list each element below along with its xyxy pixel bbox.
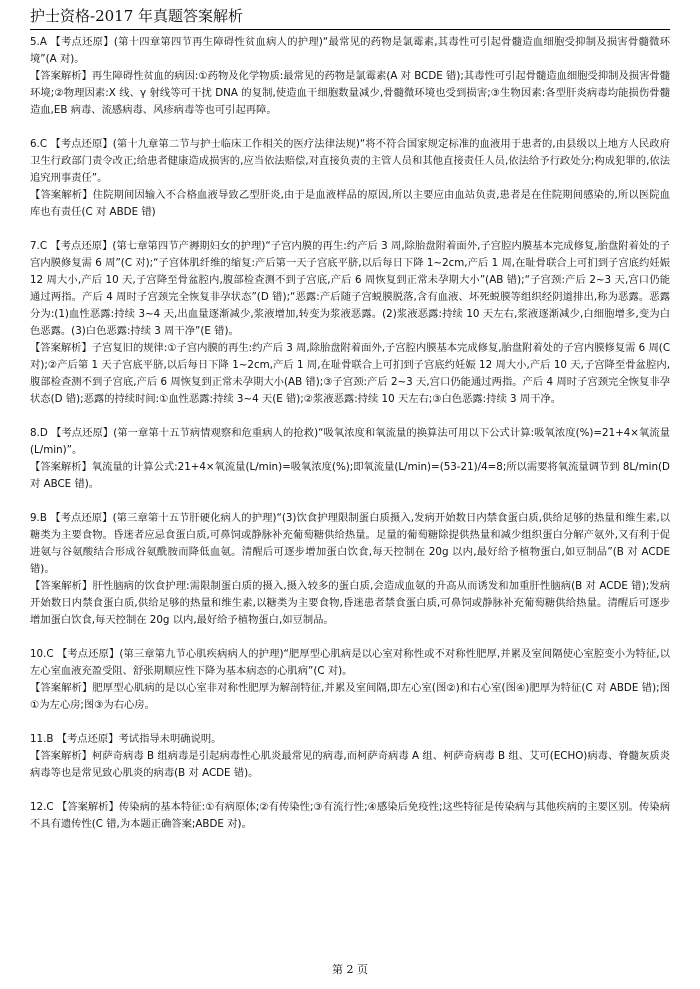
answer-explanations: [30, 34, 670, 850]
answer-analysis: 【答案解析】肥厚型心肌病的是以心室非对称性肥厚为解剖特征,并累及室间隔,即左心室(图②)和右心室(图④)肥厚为特征(C 对 ABDE 错);图①为左心房;图③为右心房。: [30, 682, 670, 711]
knowledge-point: 7.C 【考点还原】(第七章第四节产褥期妇女的护理)“子宫内膜的再生:约产后 3 周,除胎盘附着面外,子宫腔内膜基本完成修复,胎盘附着处的子宫内膜修复需 6 周”(C 对);“子宫体肌纤维的缩复:产后第一天子宫底平脐,以后每日下降 1~2cm,产后 1 周,在耻骨联合上可扪到子宫底约妊娠 12 周大小,产后 10 天,子宫降至骨盆腔内,腹部检查测不到子宫底,产后 6 周恢复到正常未孕期大小”(AB 错);“子宫颈:产后 2~3 天,宫口仍能通过两指。产后 4 周时子宫颈完全恢复非孕状态”(D 错);“恶露:产后随子宫蜕膜脱落,含有血液、坏死蜕膜等组织经阴道排出,称为恶露。恶露分为:(1)血性恶露:持续 3~4 天,出血量逐渐减少,浆液增加,转变为浆液恶露。(2)浆液恶露:持续 10 天左右,浆液逐渐减少,白细胞增多,变为白色恶露。(3)白色恶露:持续 3 周干净”(E 错)。: [30, 240, 670, 337]
knowledge-point: 11.B 【考点还原】考试指导未明确说明。: [30, 733, 222, 745]
answer-analysis: 【答案解析】柯萨奇病毒 B 组病毒是引起病毒性心肌炎最常见的病毒,而柯萨奇病毒 A 组、柯萨奇病毒 B 组、艾可(ECHO)病毒、脊髓灰质炎病毒等也是常见致心肌炎的病毒(B 对 ACDE 错)。: [30, 750, 670, 779]
question-6: [30, 136, 670, 221]
question-8: [30, 425, 670, 493]
question-12: [30, 799, 670, 833]
question-7: [30, 238, 670, 408]
question-11: [30, 731, 670, 782]
answer-analysis: 【答案解析】肝性脑病的饮食护理:需限制蛋白质的摄入,摄入较多的蛋白质,会造成血氨的升高从而诱发和加重肝性脑病(B 对 ACDE 错);发病开始数日内禁食蛋白质,供给足够的热量和维生素,以糖类为主要食物,昏迷患者禁食蛋白质,可鼻饲或静脉补充葡萄糖供给热量。清醒后可逐步增加蛋白饮食,每天控制在 20g 以内,最好给予植物蛋白,如豆制品。: [30, 580, 670, 626]
knowledge-point: 5.A 【考点还原】(第十四章第四节再生障碍性贫血病人的护理)“最常见的药物是氯霉素,其毒性可引起骨髓造血细胞受抑制及损害骨髓微环境”(A 对)。: [30, 36, 670, 65]
answer-analysis: 【答案解析】氧流量的计算公式:21+4×氧流量(L/min)=吸氧浓度(%);即氧流量(L/min)=(53-21)/4=8;所以需要将氧流量调节到 8L/min(D 对 ABCE 错)。: [30, 461, 670, 490]
question-10: [30, 646, 670, 714]
question-5: [30, 34, 670, 119]
knowledge-point: 8.D 【考点还原】(第一章第十五节病情观察和危重病人的抢救)“吸氧浓度和氧流量的换算法可用以下公式计算:吸氧浓度(%)=21+4×氧流量(L/min)”。: [30, 427, 670, 456]
knowledge-point: 6.C 【考点还原】(第十九章第二节与护士临床工作相关的医疗法律法规)“将不符合国家规定标准的血液用于患者的,由县级以上地方人民政府卫生行政部门责令改正;给患者健康造成损害的,应当依法赔偿,对直接负责的主管人员和其他直接责任人员,依法给予行政处分;构成犯罪的,依法追究刑事责任”。: [30, 138, 670, 184]
page-header: 护士资格-2017 年真题答案解析: [30, 6, 670, 30]
answer-analysis: 【答案解析】子宫复旧的规律:①子宫内膜的再生:约产后 3 周,除胎盘附着面外,子宫腔内膜基本完成修复,胎盘附着处的子宫内膜修复需 6 周(C 对);②产后第 1 天子宫底平脐,以后每日下降 1~2cm,产后 1 周,在耻骨联合上可扪到子宫底约妊娠 12 周大小,产后 10 天,子宫降至骨盆腔内,腹部检查测不到子宫底,产后 6 周恢复到正常未孕期大小(AB 错);③子宫颈:产后 2~3 天,宫口仍能通过两指。产后 4 周时子宫颈完全恢复非孕状态(D 错);恶露的持续时间:①血性恶露:持续 3~4 天(E 错);②浆液恶露:持续 10 天左右;③白色恶露:持续 3 周干净。: [30, 342, 671, 405]
answer-analysis: 12.C 【答案解析】传染病的基本特征:①有病原体;②有传染性;③有流行性;④感染后免疫性;这些特征是传染病与其他疾病的主要区别。传染病不具有遗传性(C 错,为本题正确答案;ABDE 对)。: [30, 801, 670, 830]
knowledge-point: 9.B 【考点还原】(第三章第十五节肝硬化病人的护理)“(3)饮食护理限制蛋白质摄入,发病开始数日内禁食蛋白质,供给足够的热量和维生素,以糖类为主要食物。昏迷者应忌食蛋白质,可鼻饲或静脉补充葡萄糖供给热量。足量的葡萄糖除提供热量和减少组织蛋白分解产氨外,又有利于促进氨与谷氨酸结合形成谷氨酰胺而降低血氨。清醒后可逐步增加蛋白饮食,每天控制在 20g 以内,最好给予植物蛋白,如豆制品”(B 对 ACDE 错)。: [30, 512, 670, 575]
question-9: [30, 510, 670, 629]
answer-analysis: 【答案解析】住院期间因输入不合格血液导致乙型肝炎,由于是血液样品的原因,所以主要应由血站负责,患者是在住院期间感染的,所以医院血库也有责任(C 对 ABDE 错): [30, 189, 670, 218]
answer-analysis: 【答案解析】再生障碍性贫血的病因:①药物及化学物质:最常见的药物是氯霉素(A 对 BCDE 错);其毒性可引起骨髓造血细胞受抑制及损害骨髓环境;②物理因素:X 线、γ 射线等可干扰 DNA 的复制,使造血干细胞数量减少,骨髓微环境也受到损害;③生物因素:各型肝炎病毒均能损伤骨髓造血,EB 病毒、流感病毒、风疹病毒等也可引起再障。: [30, 70, 670, 116]
page-number: 第 2 页: [332, 963, 368, 976]
knowledge-point: 10.C 【考点还原】(第三章第九节心肌疾病病人的护理)“肥厚型心肌病是以心室对称性或不对称性肥厚,并累及室间隔使心室腔变小为特征,以左心室血液充盈受阻、舒张期顺应性下降为基本病态的心肌病”(C 对)。: [30, 648, 670, 677]
